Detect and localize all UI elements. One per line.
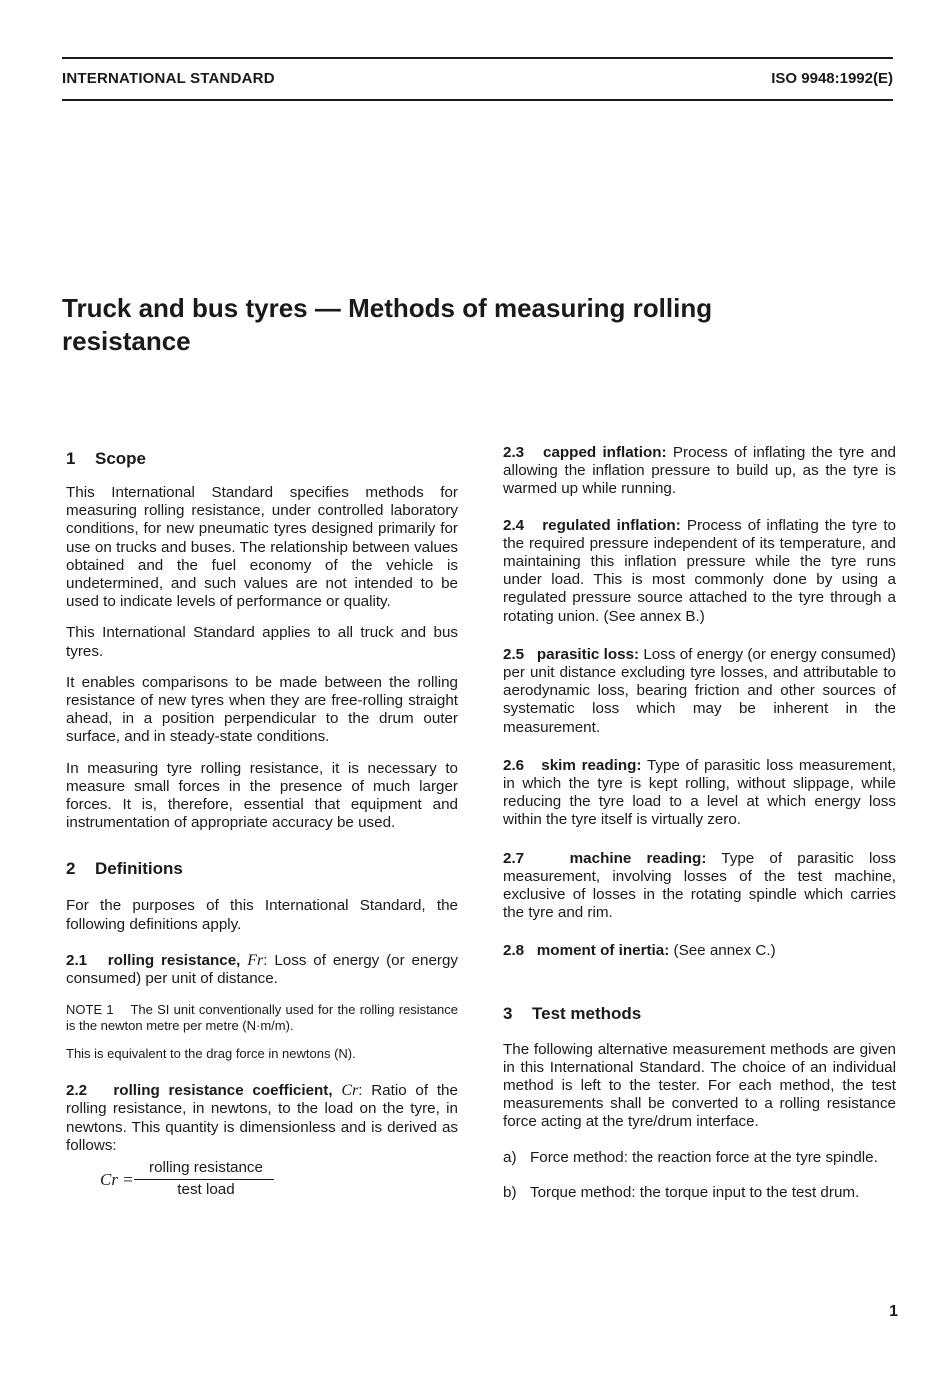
definition-number: 2.5 — [503, 645, 525, 663]
definition-text: Type of parasitic loss measurement, involving losses of the test machine, exclusive of losses in the rotating spindle which carries the tyre and rim. — [503, 849, 896, 922]
definition-text: Process of inflating the tyre and allowing the inflation pressure to build up, as the tyre is warmed up while running. — [503, 444, 896, 498]
definitions-intro: For the purposes of this International Standard, the following definitions apply. — [66, 897, 458, 933]
header-bottom-rule — [62, 99, 893, 101]
definition-number: 2.4 — [503, 516, 525, 534]
definition-term: rolling resistance, — [107, 951, 241, 969]
formula-lhs: Cr = — [100, 1170, 134, 1190]
definition-2-2: 2.2 rolling resistance coefficient, Cr: Ratio of the rolling resistance, in newtons, to the load on the tyre, in newtons. This quantity is dimensionless and is derived as follows: — [66, 1082, 458, 1154]
header-doc-number: ISO 9948:1992(E) — [771, 70, 893, 87]
test-methods-intro: The following alternative measurement methods are given in this International Standard. The choice of an individual method is left to the tester. For each method, the test measurements shall be converted to a rolling resistance force acting at the tyre/drum interface. — [503, 1040, 896, 1131]
coefficient-formula — [66, 1159, 458, 1203]
header-top-rule — [62, 57, 893, 59]
definition-number: 2.1 — [66, 951, 88, 969]
definition-2-3 — [503, 444, 896, 499]
note-text: The SI unit conventionally used for the rolling resistance is the newton metre per metre (N·m/m). — [66, 1002, 458, 1034]
definition-number: 2.6 — [503, 756, 525, 774]
definition-2-5 — [503, 646, 896, 737]
definition-number: 2.7 — [503, 849, 525, 867]
list-marker: a) — [503, 1148, 517, 1166]
definition-2-1: 2.1 rolling resistance, Fr: Loss of energy (or energy consumed) per unit of distance. — [66, 951, 458, 988]
section-heading-definitions — [66, 858, 458, 880]
definition-symbol: Cr — [341, 1082, 359, 1100]
section-number: 3 — [503, 1003, 513, 1023]
section-title: Test methods — [532, 1003, 642, 1023]
fraction-bar — [134, 1179, 274, 1180]
scope-paragraph: This International Standard applies to all truck and bus tyres. — [66, 624, 458, 660]
formula-numerator: rolling resistance — [149, 1159, 263, 1177]
definition-term: skim reading: — [541, 756, 642, 774]
definition-term: parasitic loss: — [536, 645, 640, 663]
definition-text: Process of inflating the tyre to the required pressure independent of its temperature, and maintaining this inflation pressure while the tyre runs under load. This is most commonly done by using a regulated pressure source attached to the tyre through a rotating union. (See annex B.) — [503, 516, 896, 625]
definition-term: machine reading: — [569, 849, 707, 867]
section-heading-test-methods — [503, 1003, 896, 1025]
scope-paragraph: This International Standard specifies methods for measuring rolling resistance, under controlled laboratory conditions, for new pneumatic tyres designed primarily for use on trucks and buses. The relationship between values obtained and the fuel economy of the vehicle is undetermined, and such values are not intended to be used to indicate levels of performance or quality. — [66, 484, 458, 611]
definition-term: capped inflation: — [543, 444, 667, 461]
header-doc-type: INTERNATIONAL STANDARD — [62, 70, 275, 87]
definition-term: moment of inertia: — [536, 942, 670, 960]
section-title: Definitions — [95, 859, 183, 879]
list-item-text: Torque method: the torque input to the test drum. — [530, 1183, 860, 1201]
list-item — [503, 1149, 896, 1167]
section-number: 2 — [66, 859, 76, 879]
section-heading-scope — [66, 448, 458, 470]
definition-text: (See annex C.) — [673, 942, 776, 960]
scope-paragraph: It enables comparisons to be made between the rolling resistance of new tyres when they are free-rolling straight ahead, in a position perpendicular to the drum outer surface, and in steady-state conditions. — [66, 673, 458, 746]
right-column — [503, 444, 896, 1202]
definition-2-7 — [503, 850, 896, 923]
definition-2-4 — [503, 517, 896, 626]
left-column — [66, 448, 458, 1203]
definition-number: 2.8 — [503, 942, 525, 960]
formula-denominator: test load — [177, 1181, 235, 1199]
definition-term: regulated inflation: — [542, 516, 681, 534]
definition-term: rolling resistance coefficient, — [113, 1082, 333, 1100]
list-item-text: Force method: the reaction force at the tyre spindle. — [530, 1148, 878, 1166]
section-title: Scope — [95, 449, 147, 468]
definition-number: 2.3 — [503, 444, 525, 461]
document-title: Truck and bus tyres — Methods of measuring rolling resistance — [62, 293, 713, 356]
list-marker: b) — [503, 1183, 517, 1201]
definition-2-6 — [503, 757, 896, 830]
note-1 — [66, 1002, 458, 1034]
definition-symbol: Fr — [247, 951, 264, 969]
definition-text: Loss of energy (or energy consumed) per unit of distance. — [66, 951, 458, 988]
page-number: 1 — [889, 1303, 898, 1320]
definition-2-8 — [503, 942, 896, 960]
note-label: NOTE 1 — [66, 1002, 114, 1018]
definition-text: Ratio of the rolling resistance, in newtons, to the load on the tyre, in newtons. This quantity is dimensionless and is derived as follows: — [66, 1082, 458, 1154]
section-number: 1 — [66, 449, 76, 468]
scope-paragraph: In measuring tyre rolling resistance, it is necessary to measure small forces in the presence of much larger forces. It is, therefore, essential that equipment and instrumentation of appropriate accuracy be used. — [66, 759, 458, 832]
note-1-continuation: This is equivalent to the drag force in newtons (N). — [66, 1046, 356, 1062]
definition-text: Type of parasitic loss measurement, in which the tyre is kept rolling, without slippage, while reducing the tyre load to a level at which energy loss within the tyre itself is virtually zero. — [503, 756, 896, 829]
list-item — [503, 1184, 896, 1202]
definition-number: 2.2 — [66, 1082, 88, 1100]
definition-text: Loss of energy (or energy consumed) per unit distance excluding tyre losses, and attributable to aerodynamic loss, bearing friction and other sources of systematic loss which may be inherent in the measurement. — [503, 645, 896, 736]
